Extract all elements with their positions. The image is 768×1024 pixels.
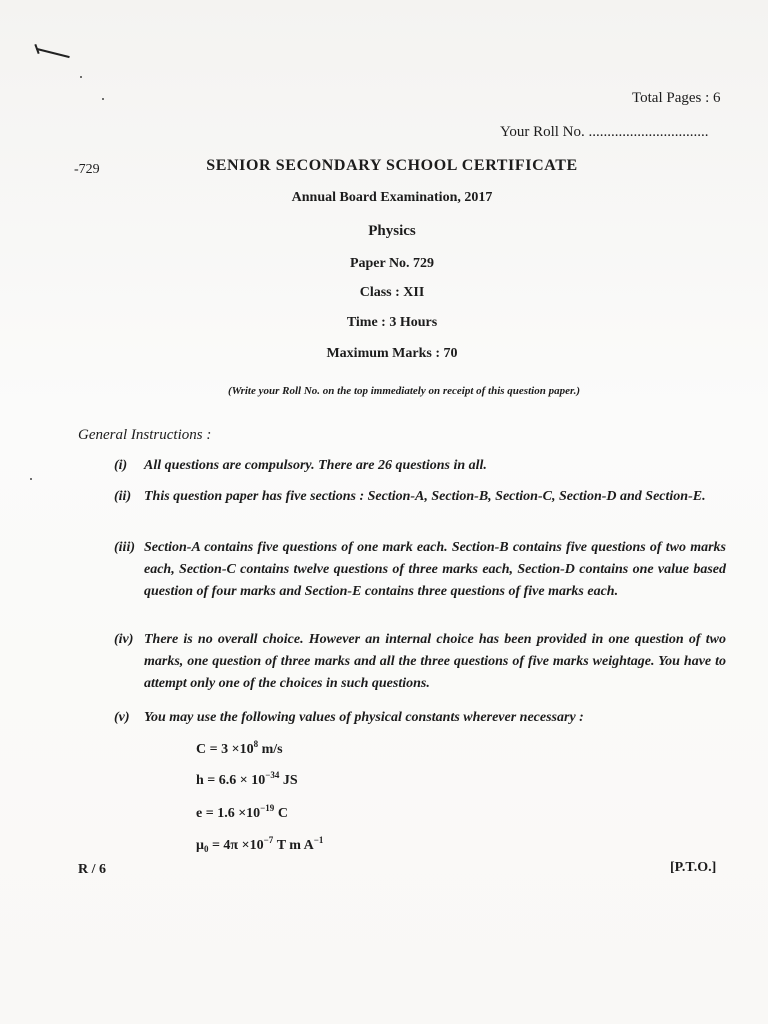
constant-electron-charge [196, 803, 288, 822]
instruction-item [114, 629, 726, 695]
speck [30, 478, 32, 480]
constant-rhs: = 4π ×10 [208, 838, 264, 853]
constant-unit: JS [279, 773, 298, 788]
please-turn-over: [P.T.O.] [670, 860, 717, 875]
instruction-number: (i) [114, 458, 128, 473]
instruction-item [114, 486, 726, 508]
class-info: Class : XII [359, 285, 425, 300]
constant-unit-exponent: −1 [313, 835, 324, 845]
speck [102, 98, 104, 100]
instruction-text: All questions are compulsory. There are 26 questions in all. [144, 458, 487, 473]
instruction-number: (iii) [114, 540, 135, 555]
constant-exponent: −7 [263, 835, 274, 845]
constant-permeability [196, 835, 323, 854]
subject: Physics [368, 223, 416, 239]
instruction-number: (ii) [114, 489, 132, 504]
page-code: R / 6 [78, 862, 106, 877]
instruction-number: (iv) [114, 632, 134, 647]
instruction-text: This question paper has five sections : Section-A, Section-B, Section-C, Section-D and Section-E. [144, 489, 706, 504]
constant-lhs: h = 6.6 × 10 [196, 773, 266, 788]
maximum-marks: Maximum Marks : 70 [326, 346, 458, 361]
constant-lhs: e = 1.6 ×10 [196, 806, 261, 821]
constant-lhs: C = 3 ×10 [196, 742, 254, 757]
pen-mark [36, 48, 69, 58]
constant-exponent: −34 [265, 770, 280, 780]
constant-unit: m/s [258, 742, 283, 757]
exam-title: SENIOR SECONDARY SCHOOL CERTIFICATE [206, 157, 578, 174]
instruction-item [114, 537, 726, 603]
roll-number-note: (Write your Roll No. on the top immediately on receipt of this question paper.) [227, 385, 581, 397]
constant-speed-of-light [196, 739, 283, 758]
time-info: Time : 3 Hours [346, 315, 438, 330]
constant-exponent: 8 [253, 739, 259, 749]
speck [80, 76, 82, 78]
instruction-item [114, 455, 726, 477]
paper-code-dash: - [74, 162, 79, 177]
total-pages: Total Pages : 6 [632, 90, 721, 106]
constant-symbol: μ [196, 838, 204, 853]
exam-session: Annual Board Examination, 2017 [291, 190, 493, 205]
instruction-text: There is no overall choice. However an internal choice has been provided in one question of two marks, one question of three marks and all the three questions of five marks weightage. You have to attempt only one of the choices in such questions. [144, 632, 726, 691]
instructions-heading: General Instructions : [78, 427, 212, 443]
instruction-item [114, 707, 726, 729]
instruction-text: Section-A contains five questions of one mark each. Section-B contains five questions of two marks each, Section-C contains twelve questions of three marks each, Section-D contains one value based question of four marks and Section-E contains three questions of five marks each. [144, 540, 726, 599]
constant-unit: T m A [273, 838, 314, 853]
instruction-number: (v) [114, 710, 130, 725]
constant-exponent: −19 [260, 803, 275, 813]
constant-subscript: 0 [203, 844, 209, 854]
constant-unit: C [274, 806, 288, 821]
roll-number-field: Your Roll No. ................................ [500, 124, 709, 140]
constant-planck [196, 770, 298, 789]
instruction-text: You may use the following values of physical constants wherever necessary : [144, 710, 584, 725]
paper-number: Paper No. 729 [349, 256, 435, 271]
paper-code-value: 729 [78, 162, 100, 177]
